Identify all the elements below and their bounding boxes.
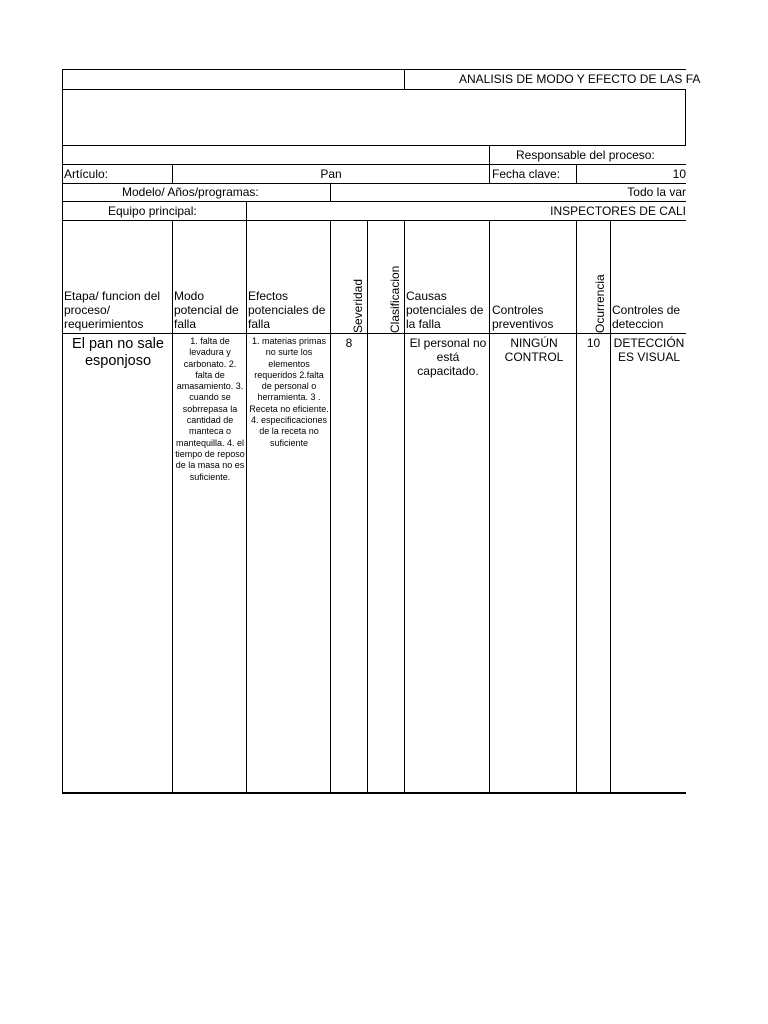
data-controles-prev: NINGÚN CONTROL: [504, 336, 564, 364]
title-left-cell: [62, 69, 405, 90]
data-etapa: El pan no sale esponjoso: [72, 336, 164, 369]
header-modo: Modo potencial de falla: [174, 289, 239, 331]
data-cell-clasificacion: [367, 333, 405, 794]
data-ocurrencia: 10: [586, 336, 601, 350]
responsable-label: Responsable del proceso:: [516, 148, 655, 162]
data-cell-etapa: [62, 333, 173, 794]
document-title: ANALISIS DE MODO Y EFECTO DE LAS FA: [459, 72, 701, 86]
header-controles-prev: Controles preventivos: [492, 303, 554, 331]
data-efectos: 1. materias primas no surte los elementos requeridos 2.falta de personal o herramienta. 3 . Receta no eficiente. 4. especificaciones de la receta no suficiente: [249, 336, 329, 448]
header-controles-det: Controles de deteccion: [612, 303, 681, 331]
equipo-value: INSPECTORES DE CALI: [550, 204, 686, 218]
responsable-left-cell: [62, 145, 490, 165]
header-efectos: Efectos potenciales de falla: [248, 289, 326, 331]
right-border-line: [685, 89, 686, 146]
header-ocurrencia: Ocurrencia: [593, 274, 607, 333]
data-controles-det: DETECCIÓN ES VISUAL: [613, 336, 685, 364]
blank-header-area: [62, 89, 686, 146]
header-causas: Causas potenciales de la falla: [406, 289, 484, 331]
modelo-label: Modelo/ Años/programas:: [122, 185, 259, 199]
data-modo: 1. falta de levadura y carbonato. 2. falta de amasamiento. 3. cuando se sobrrepasa la cantidad de manteca o mantequilla. 4. el tiempo de reposo de la masa no es suficiente.: [175, 336, 245, 482]
data-cell-controles-prev: [489, 333, 577, 794]
data-cell-controles-det: [610, 333, 686, 794]
modelo-value: Todo la var: [627, 185, 686, 199]
header-clasificacion: Clasificacion: [388, 265, 402, 333]
header-etapa: Etapa/ funcion del proceso/ requerimientos: [64, 289, 161, 331]
equipo-label: Equipo principal:: [108, 204, 197, 218]
data-cell-ocurrencia: [576, 333, 611, 794]
data-cell-causas: [404, 333, 490, 794]
fecha-value: 10: [672, 167, 686, 181]
data-cell-severidad: [330, 333, 368, 794]
fecha-label: Fecha clave:: [492, 167, 561, 181]
articulo-label: Artículo:: [64, 167, 109, 181]
data-severidad: 8: [345, 336, 353, 350]
articulo-value: Pan: [320, 167, 342, 181]
header-severidad: Severidad: [351, 278, 365, 333]
data-causas: El personal no está capacitado.: [409, 336, 487, 378]
